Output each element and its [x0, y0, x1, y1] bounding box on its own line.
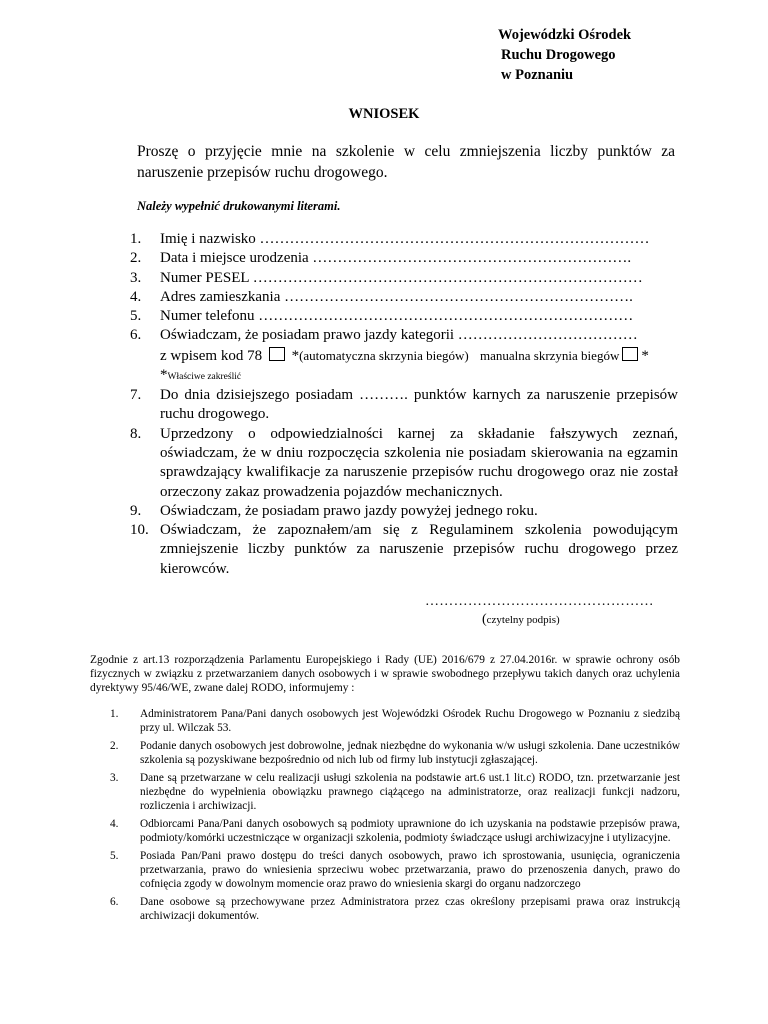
- regulations-statement: Oświadczam, że zapoznałem/am się z Regulaminem szkolenia powodującym zmniejszenie liczby punktów za naruszenie przepisów ruchu drogowego przez kierowców.: [160, 522, 678, 577]
- fill-instruction-note: Należy wypełnić drukowanymi literami.: [137, 199, 341, 213]
- gdpr-item-number: 2.: [110, 739, 119, 752]
- gdpr-item-text: Odbiorcami Pana/Pani danych osobowych są podmioty uprawnione do ich uzyskania na podstawie przepisów prawa, podmioty/komórki uczestniczące w organizacji szkolenia, podmioty świadczące usługi archiwizacyjne i utylizacyjne.: [140, 817, 680, 845]
- signature-caption-text: czytelny podpis): [486, 614, 560, 626]
- manual-gearbox-label: manualna skrzynia biegów: [479, 347, 620, 363]
- gdpr-item-text: Podanie danych osobowych jest dobrowolne, jednak niezbędne do wykonania w/w usługi szkolenia. Dane uczestników szkolenia są pozyskiwane bezpośrednio od nich lub od firmy lub instytucji zgłaszającej.: [140, 739, 680, 767]
- item-number: 3.: [130, 269, 142, 286]
- name-field-line: Imię i nazwisko ……………………………………………………………………: [160, 231, 650, 247]
- addressee-block: [498, 25, 631, 85]
- gdpr-item-text: Posiada Pan/Pani prawo dostępu do treści danych osobowych, prawo ich sprostowania, usunięcia, ograniczenia przetwarzania, prawo do wniesienia sprzeciwu wobec przetwarzania, prawo do przenoszenia danych, prawo do cofnięcia zgody w dowolnym momencie oraz prawo do wniesienia skargi do organu nadzorczego: [140, 849, 680, 891]
- signature-caption: [482, 612, 560, 628]
- asterisk: *: [160, 367, 168, 384]
- manual-gearbox-checkbox[interactable]: [622, 347, 638, 361]
- list-item: [130, 307, 678, 326]
- item-number: 9.: [130, 502, 142, 519]
- asterisk: *: [291, 347, 300, 364]
- liability-statement: Uprzedzony o odpowiedzialności karnej za składanie fałszywych zeznań, oświadczam, że w dniu rozpoczęcia szkolenia nie posiadam skierowania na egzamin sprawdzający kwalifikacje za naruszenie przepisów ruchu drogowego oraz nie został orzeczony zakaz prowadzenia pojazdów mechanicznych.: [160, 425, 678, 500]
- gdpr-item: [110, 771, 680, 814]
- item-number: 6.: [130, 327, 142, 344]
- list-item: [130, 386, 678, 425]
- list-item: [130, 249, 678, 268]
- intro-paragraph: Proszę o przyjęcie mnie na szkolenie w celu zmniejszenia liczby punktów za naruszenie przepisów ruchu drogowego.: [137, 143, 675, 181]
- list-item: [130, 230, 678, 249]
- gdpr-item-number: 6.: [110, 895, 119, 908]
- automatic-gearbox-checkbox[interactable]: [269, 347, 285, 361]
- pesel-field-line: Numer PESEL ……………………………………………………………………: [160, 269, 643, 286]
- gdpr-item: [110, 707, 680, 736]
- item-number: 2.: [130, 250, 142, 267]
- list-item: [130, 425, 678, 502]
- automatic-gearbox-label: (automatyczna skrzynia biegów): [299, 347, 469, 363]
- code-78-label: z wpisem kod 78: [160, 347, 263, 364]
- gdpr-item: [110, 895, 680, 924]
- phone-field-line: Numer telefonu …………………………………………………………………: [160, 308, 634, 325]
- address-field-line: Adres zamieszkania …………………………………………………………….: [160, 288, 633, 305]
- signature-line: …………………………………………: [425, 594, 654, 609]
- gdpr-item-number: 4.: [110, 817, 119, 830]
- addressee-line: w Poznaniu: [501, 67, 574, 83]
- gdpr-item: [110, 817, 680, 846]
- gdpr-item-number: 1.: [110, 708, 119, 720]
- gdpr-list: [110, 707, 680, 927]
- gdpr-item-text: Dane osobowe są przechowywane przez Administratora przez czas określony przepisami prawa oraz instrukcją archiwizacji dokumentów.: [140, 895, 680, 923]
- gdpr-item-text: Administratorem Pana/Pani danych osobowych jest Wojewódzki Ośrodek Ruchu Drogowego w Poznaniu z siedzibą przy ul. Wilczak 53.: [140, 708, 680, 735]
- gdpr-item-text: Dane są przetwarzane w celu realizacji usługi szkolenia na podstawie art.6 ust.1 lit.c) RODO, tzn. przetwarzanie jest niezbędne do wypełnienia obowiązku prawnego ciążącego na administratorze, oraz realizacji funkcji nadzoru, rozliczenia i archiwizacji.: [140, 771, 680, 813]
- item-number: 5.: [130, 308, 142, 325]
- paren: (: [482, 612, 487, 627]
- gdpr-item: [110, 739, 680, 768]
- list-item: [130, 326, 678, 345]
- license-duration-statement: Oświadczam, że posiadam prawo jazdy powyżej jednego roku.: [160, 502, 538, 519]
- item-number: 4.: [130, 288, 142, 305]
- birth-field-line: Data i miejsce urodzenia ……………………………………………………….: [160, 250, 632, 267]
- gdpr-item-number: 3.: [110, 771, 119, 784]
- addressee-line: Wojewódzki Ośrodek: [498, 27, 632, 43]
- document-title: WNIOSEK: [348, 106, 420, 122]
- gdpr-item-number: 5.: [110, 849, 119, 862]
- item-number: 1.: [130, 231, 142, 247]
- declaration-list: [130, 230, 678, 579]
- license-category-line: Oświadczam, że posiadam prawo jazdy kategorii ………………………………: [160, 327, 638, 344]
- list-item: [130, 288, 678, 307]
- footnote: [130, 366, 678, 386]
- list-item: [130, 502, 678, 521]
- item-number: 10.: [130, 522, 149, 539]
- gdpr-item: [110, 849, 680, 892]
- item-number: 7.: [130, 387, 142, 404]
- item-number: 8.: [130, 425, 142, 442]
- list-item: [130, 269, 678, 288]
- gdpr-intro: Zgodnie z art.13 rozporządzenia Parlamentu Europejskiego i Rady (UE) 2016/679 z 27.04.2016r. w sprawie ochrony osób fizycznych w związku z przetwarzaniem danych osobowych i w sprawie swobodnego przepływu takich danych oraz uchylenia dyrektywy 95/46/WE, zwane dalej RODO, informujemy :: [90, 654, 680, 695]
- asterisk: *: [641, 347, 649, 364]
- gearbox-code-line: [130, 346, 678, 366]
- addressee-line: Ruchu Drogowego: [501, 47, 616, 63]
- footnote-text: Właściwe zakreślić: [167, 372, 242, 383]
- list-item: [130, 521, 678, 579]
- penalty-points-line: Do dnia dzisiejszego posiadam ………. punktów karnych za naruszenie przepisów ruchu drogowego.: [160, 387, 678, 423]
